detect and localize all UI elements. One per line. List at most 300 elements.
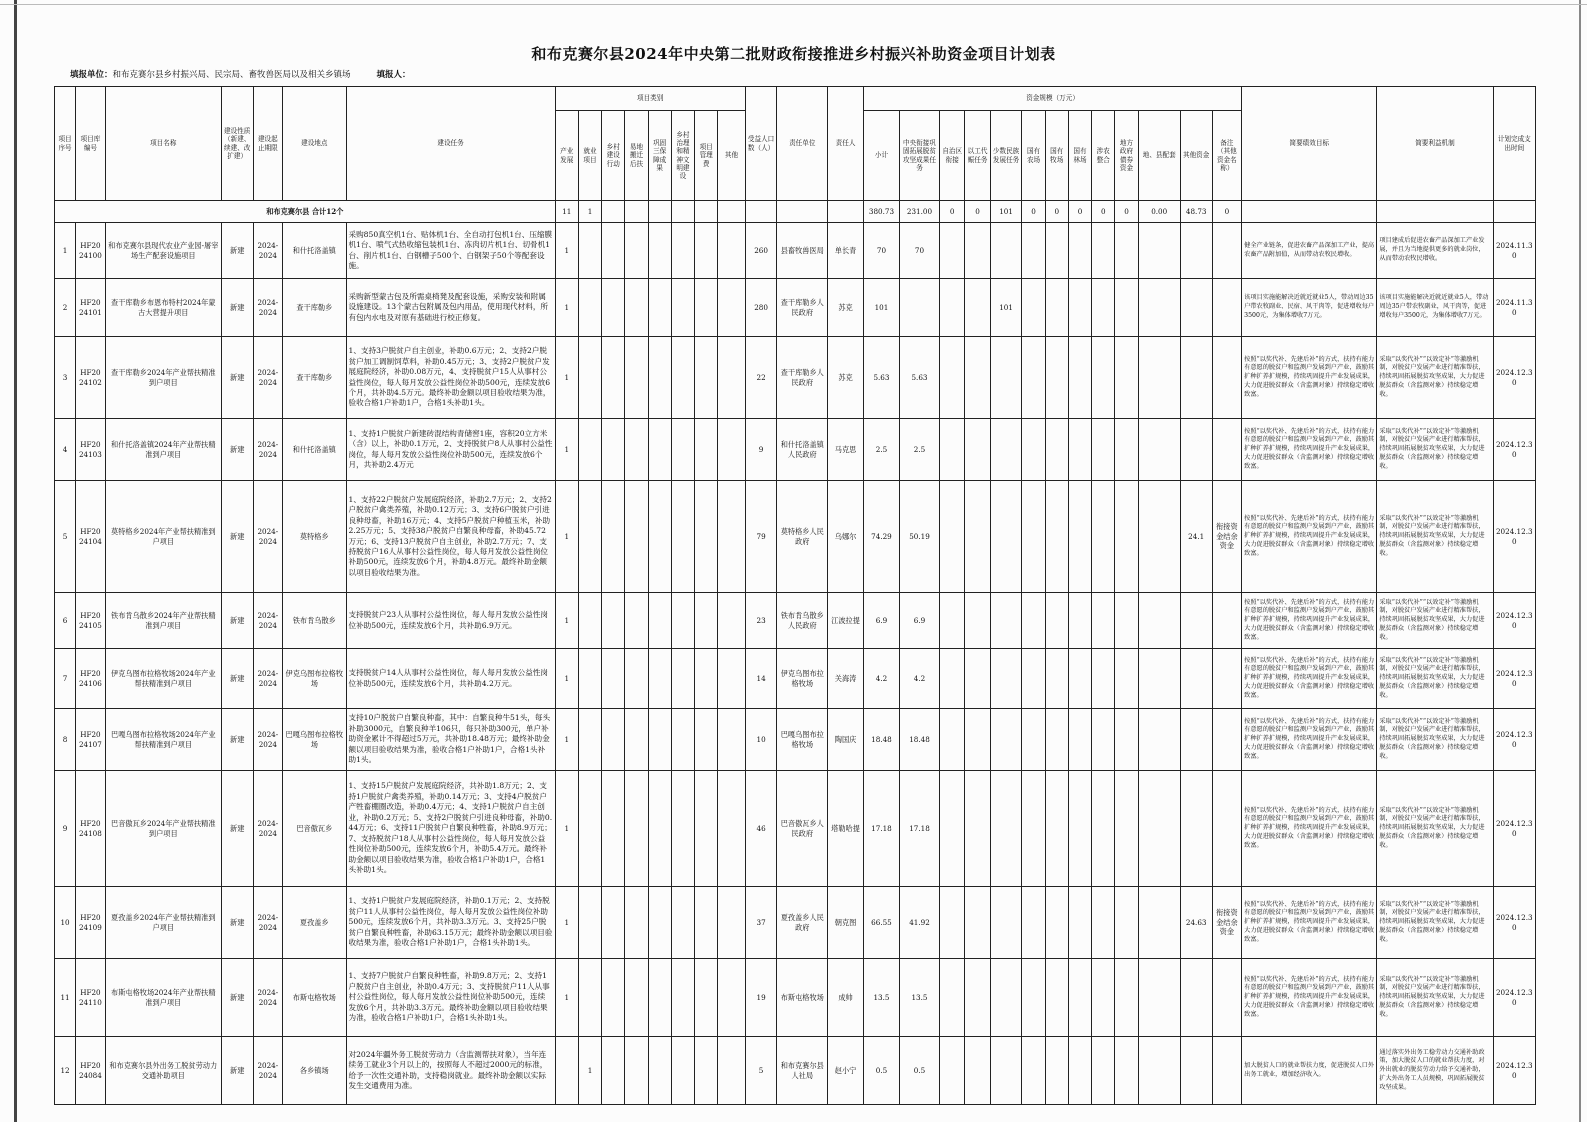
table-row (55, 771, 1536, 887)
col-fund-central: 中央衔接巩固拓展脱贫攻坚成果任务 (899, 111, 939, 201)
col-deadline: 计划完成支出时间 (1493, 87, 1535, 201)
project-fund-subtotal: 101 (864, 279, 900, 337)
total-row (55, 201, 1536, 223)
project-fund-subtotal: 4.2 (864, 649, 900, 709)
project-location: 各乡镇场 (283, 1037, 346, 1105)
col-dept: 责任单位 (777, 87, 828, 201)
project-dept: 莫特格乡人民政府 (777, 481, 828, 593)
col-fund-forestry: 国有林场 (1068, 111, 1091, 201)
table-row (55, 337, 1536, 419)
project-fund-central: 17.18 (899, 771, 939, 887)
scan-edge-left (14, 0, 17, 1122)
project-fund-central: 2.5 (899, 419, 939, 481)
project-beneficiaries: 5 (745, 1037, 777, 1105)
col-fund-local: 地、县配套 (1138, 111, 1180, 201)
total-cat-industry: 11 (555, 201, 578, 223)
project-deadline: 2024.12.30 (1493, 419, 1535, 481)
project-nature: 新建 (221, 419, 253, 481)
scan-edge-top (0, 4, 1587, 5)
total-fund-debt: 0 (1115, 201, 1138, 223)
project-cat-employment (578, 649, 601, 709)
total-fund-agri: 0 (1092, 201, 1115, 223)
table-row (55, 887, 1536, 959)
project-seq: 5 (55, 481, 76, 593)
project-name: 查干库勒乡布恩布特村2024年蒙古大营提升项目 (105, 279, 221, 337)
project-cat-industry: 1 (555, 337, 578, 419)
project-task: 支持脱贫户23人从事村公益性岗位，每人每月发放公益性岗位补助500元，连续发放6个月，共补助6.9万元。 (346, 593, 555, 649)
project-fund-central: 50.19 (899, 481, 939, 593)
project-name: 巴嘎乌图布拉格牧场2024年产业帮扶精准到户项目 (105, 709, 221, 771)
project-nature: 新建 (221, 223, 253, 279)
project-beneficiaries: 22 (745, 337, 777, 419)
project-beneficiaries: 280 (745, 279, 777, 337)
project-remark: 衔接资金结余资金 (1212, 887, 1242, 959)
col-remark: 备注（其他资金名称） (1212, 111, 1242, 201)
col-group-fund: 资金规模（万元） (864, 87, 1242, 111)
project-cat-industry: 1 (555, 419, 578, 481)
col-beneficiaries: 受益人口数（人） (745, 87, 777, 201)
project-period: 2024-2024 (253, 419, 283, 481)
project-seq: 1 (55, 223, 76, 279)
project-task: 1、支持7户脱贫户自繁良种牲畜，补助9.8万元；2、支持1户脱贫户自主创业，补助0.4万元；3、支持脱贫户11人从事村公益性岗位，每人每月发放公益性岗位补助500元，连续发放6个月，共补助3.3万元。最终补助金额以项目验收结果为准，验收合格1户补助1户，合格1头补助1头。 (346, 959, 555, 1037)
project-cat-employment (578, 481, 601, 593)
project-mech: 采取“以奖代补”“以效定补”等激励机制，对脱贫户发展产业进行精准帮扶，持续巩固拓展脱贫攻坚成果，大力促进脱贫群众（含监测对象）持续稳定增收。 (1377, 419, 1493, 481)
total-fund-farm: 0 (1022, 201, 1045, 223)
project-fund-other (1180, 649, 1212, 709)
project-dept: 巴嘎乌图布拉格牧场 (777, 709, 828, 771)
col-name: 项目名称 (105, 87, 221, 201)
project-beneficiaries: 19 (745, 959, 777, 1037)
project-mech: 采取“以奖代补”“以效定补”等激励机制，对脱贫户发展产业进行精准帮扶，持续巩固拓展脱贫攻坚成果，大力促进脱贫群众（含监测对象）持续稳定增收。 (1377, 709, 1493, 771)
project-perf: 按照“以奖代补、先建后补”的方式，扶持有能力有意愿的脱贫户和监测户发展到户产业，鼓励其扩种扩养扩规模，持续巩固提升产业发展成果，大力促进脱贫群众（含监测对象）持续稳定增收致富。 (1242, 593, 1377, 649)
project-name: 查干库勒乡2024年产业帮扶精准到户项目 (105, 337, 221, 419)
total-fund-local: 0.00 (1138, 201, 1180, 223)
project-fund-subtotal: 18.48 (864, 709, 900, 771)
project-dept: 和布克赛尔县人社局 (777, 1037, 828, 1105)
project-mech: 通过落实外出务工稳劳动力交通补助政策，加大脱贫人口的就业帮扶力度，对外出就业的脱贫劳动力给予交通补助，扩大外出务工人员规模，巩固拓展脱贫攻坚成果。 (1377, 1037, 1493, 1105)
project-person: 赵小宁 (828, 1037, 864, 1105)
project-fund-minority (990, 337, 1022, 419)
project-seq: 10 (55, 887, 76, 959)
col-person: 责任人 (828, 87, 864, 201)
project-period: 2024-2024 (253, 337, 283, 419)
project-cat-industry (555, 1037, 578, 1105)
project-location: 和什托洛盖镇 (283, 223, 346, 279)
project-fund-other (1180, 771, 1212, 887)
project-seq: 11 (55, 959, 76, 1037)
project-person: 关海涛 (828, 649, 864, 709)
col-seq: 项目序号 (55, 87, 76, 201)
project-remark (1212, 279, 1242, 337)
project-remark (1212, 223, 1242, 279)
total-remark: 0 (1212, 201, 1242, 223)
total-fund-pasture: 0 (1045, 201, 1068, 223)
project-task: 1、支持3户脱贫户自主创业，补助0.6万元；2、支持2户脱贫户加工调制饲草料，补助0.45万元；3、支持2户脱贫户发展庭院经济，补助0.08万元，4、支持脱贫户15人从事村公益性岗位，每人每月发放公益性岗位补助500元，连续发放6个月，共补助4.5万元。最终补助金额以项目验收结果为准，验收合格1户补助1户，合格1头补助1头。 (346, 337, 555, 419)
project-seq: 9 (55, 771, 76, 887)
project-location: 查干库勒乡 (283, 337, 346, 419)
project-cat-industry: 1 (555, 959, 578, 1037)
project-fund-minority (990, 649, 1022, 709)
total-fund-autonomous: 0 (940, 201, 965, 223)
col-code: 项目库编号 (76, 87, 106, 201)
project-cat-industry: 1 (555, 771, 578, 887)
project-mech: 项目建成后促进农畜产品深加工产业发展，并且为当地提供更多的就业岗位，从而带动农牧民增收。 (1377, 223, 1493, 279)
project-cat-employment (578, 593, 601, 649)
project-person: 马克思 (828, 419, 864, 481)
table-row (55, 593, 1536, 649)
project-remark: 衔接资金结余资金 (1212, 481, 1242, 593)
project-person: 乌娜尔 (828, 481, 864, 593)
project-deadline: 2024.12.30 (1493, 337, 1535, 419)
col-location: 建设地点 (283, 87, 346, 201)
project-fund-subtotal: 6.9 (864, 593, 900, 649)
project-dept: 和什托洛盖镇人民政府 (777, 419, 828, 481)
project-period: 2024-2024 (253, 1037, 283, 1105)
project-remark (1212, 419, 1242, 481)
project-code: HF2024104 (76, 481, 106, 593)
col-cat-industry: 产业发展 (555, 111, 578, 201)
table-row (55, 709, 1536, 771)
table-row (55, 223, 1536, 279)
project-deadline: 2024.12.30 (1493, 649, 1535, 709)
project-location: 莫特格乡 (283, 481, 346, 593)
project-task: 采购新型蒙古包及所需桌椅凳及配套设施，采购安装和附属设施建设。13个蒙古包附属及包内用品，使用现代材料，所有包内水电及对原有基础进行校正修复。 (346, 279, 555, 337)
project-mech: 采取“以奖代补”“以效定补”等激励机制，对脱贫户发展产业进行精准帮扶，持续巩固拓展脱贫攻坚成果，大力促进脱贫群众（含监测对象）持续稳定增收。 (1377, 481, 1493, 593)
project-fund-other (1180, 959, 1212, 1037)
project-cat-industry: 1 (555, 593, 578, 649)
project-deadline: 2024.11.30 (1493, 279, 1535, 337)
project-fund-central: 6.9 (899, 593, 939, 649)
project-perf: 按照“以奖代补、先建后补”的方式，扶持有能力有意愿的脱贫户和监测户发展到户产业，鼓励其扩种扩养扩规模，持续巩固提升产业发展成果，大力促进脱贫群众（含监测对象）持续稳定增收致富。 (1242, 887, 1377, 959)
project-perf: 按照“以奖代补、先建后补”的方式，扶持有能力有意愿的脱贫户和监测户发展到户产业，鼓励其扩种扩养扩规模，持续巩固提升产业发展成果，大力促进脱贫群众（含监测对象）持续稳定增收致富。 (1242, 649, 1377, 709)
project-fund-central: 18.48 (899, 709, 939, 771)
project-mech: 该项目实施能解决近就近就业5人，带动周边35户带农牧副业，风干肉等，促进增收每户3500元，为集体增收7万元。 (1377, 279, 1493, 337)
project-beneficiaries: 260 (745, 223, 777, 279)
project-nature: 新建 (221, 1037, 253, 1105)
col-fund-work: 以工代赈任务 (965, 111, 990, 201)
project-mech: 采取“以奖代补”“以效定补”等激励机制，对脱贫户发展产业进行精准帮扶，持续巩固拓展脱贫攻坚成果，大力促进脱贫群众（含监测对象）持续稳定增收。 (1377, 593, 1493, 649)
project-code: HF2024105 (76, 593, 106, 649)
project-location: 和什托洛盖镇 (283, 419, 346, 481)
filing-unit-value: 和布克赛尔县乡村振兴局、民宗局、畜牧兽医局以及相关乡镇场 (112, 70, 351, 80)
project-cat-employment (578, 709, 601, 771)
project-name: 夏孜盖乡2024年产业帮扶精准到户项目 (105, 887, 221, 959)
project-deadline: 2024.12.30 (1493, 593, 1535, 649)
project-cat-employment (578, 279, 601, 337)
project-perf: 按照“以奖代补、先建后补”的方式，扶持有能力有意愿的脱贫户和监测户发展到户产业，鼓励其扩种扩养扩规模，持续巩固提升产业发展成果，大力促进脱贫群众（含监测对象）持续稳定增收致富。 (1242, 771, 1377, 887)
project-task: 支持10户脱贫户自繁良种畜，其中：自繁良种牛51头，每头补助3000元，自繁良种羊106只，每只补助300元，单户补助资金累计不得超过5万元，共补助18.48万元；最终补助金额以项目验收结果为准，验收合格1户补助1户，合格1头补助1头。 (346, 709, 555, 771)
project-deadline: 2024.12.30 (1493, 481, 1535, 593)
project-name: 巴音傲瓦乡2024年产业帮扶精准到户项目 (105, 771, 221, 887)
project-seq: 7 (55, 649, 76, 709)
project-seq: 2 (55, 279, 76, 337)
project-fund-other (1180, 709, 1212, 771)
project-mech: 采取“以奖代补”“以效定补”等激励机制，对脱贫户发展产业进行精准帮扶，持续巩固拓展脱贫攻坚成果，大力促进脱贫群众（含监测对象）持续稳定增收。 (1377, 649, 1493, 709)
project-period: 2024-2024 (253, 649, 283, 709)
project-perf: 按照“以奖代补、先建后补”的方式，扶持有能力有意愿的脱贫户和监测户发展到户产业，鼓励其扩种扩养扩规模，持续巩固提升产业发展成果，大力促进脱贫群众（含监测对象）持续稳定增收致富。 (1242, 959, 1377, 1037)
project-code: HF2024101 (76, 279, 106, 337)
col-fund-subtotal: 小计 (864, 111, 900, 201)
project-task: 支持脱贫户14人从事村公益性岗位，每人每月发放公益性岗位补助500元，连续发放6个月，共补助4.2万元。 (346, 649, 555, 709)
project-perf: 按照“以奖代补、先建后补”的方式，扶持有能力有意愿的脱贫户和监测户发展到户产业，鼓励其扩种扩养扩规模，持续巩固提升产业发展成果，大力促进脱贫群众（含监测对象）持续稳定增收致富。 (1242, 481, 1377, 593)
project-fund-central: 13.5 (899, 959, 939, 1037)
project-task: 1、支持1户脱贫户发展庭院经济，补助0.1万元；2、支持脱贫户11人从事村公益性岗位，每人每月发放公益性岗位补助500元，连续发放6个月，共补助3.3万元。3、支持25户脱贫户自繁良种牲畜，补助63.15万元；最终补助金额以项目验收结果为准，验收合格1户补助1户，合格1头补助1头。 (346, 887, 555, 959)
project-fund-other: 24.63 (1180, 887, 1212, 959)
project-fund-subtotal: 66.55 (864, 887, 900, 959)
project-period: 2024-2024 (253, 223, 283, 279)
project-period: 2024-2024 (253, 771, 283, 887)
project-seq: 4 (55, 419, 76, 481)
project-name: 布斯屯格牧场2024年产业帮扶精准到户项目 (105, 959, 221, 1037)
project-cat-employment (578, 887, 601, 959)
project-person: 苏克 (828, 279, 864, 337)
table-row (55, 959, 1536, 1037)
project-fund-other (1180, 593, 1212, 649)
project-fund-other: 24.1 (1180, 481, 1212, 593)
project-cat-industry: 1 (555, 649, 578, 709)
total-fund-work: 0 (965, 201, 990, 223)
table-row (55, 279, 1536, 337)
col-mech: 简要利益机制 (1377, 87, 1493, 201)
project-dept: 铁布肯乌散乡人民政府 (777, 593, 828, 649)
project-fund-minority (990, 223, 1022, 279)
project-perf: 按照“以奖代补、先建后补”的方式，扶持有能力有意愿的脱贫户和监测户发展到户产业，鼓励其扩种扩养扩规模，持续巩固提升产业发展成果，大力促进脱贫群众（含监测对象）持续稳定增收致富。 (1242, 419, 1377, 481)
project-fund-central: 5.63 (899, 337, 939, 419)
project-dept: 巴音傲瓦乡人民政府 (777, 771, 828, 887)
project-perf: 按照“以奖代补、先建后补”的方式，扶持有能力有意愿的脱贫户和监测户发展到户产业，鼓励其扩种扩养扩规模，持续巩固提升产业发展成果，大力促进脱贫群众（含监测对象）持续稳定增收致富。 (1242, 337, 1377, 419)
col-period: 建设起止期限 (253, 87, 283, 201)
project-name: 和布克赛尔县现代农业产业园-屠宰场生产配套设施项目 (105, 223, 221, 279)
table-row (55, 1037, 1536, 1105)
project-perf: 按照“以奖代补、先建后补”的方式，扶持有能力有意愿的脱贫户和监测户发展到户产业，鼓励其扩种扩养扩规模，持续巩固提升产业发展成果，大力促进脱贫群众（含监测对象）持续稳定增收致富。 (1242, 709, 1377, 771)
project-fund-minority: 101 (990, 279, 1022, 337)
table-row (55, 649, 1536, 709)
project-perf: 加大脱贫人口的就业帮扶力度，促进脱贫人口外出务工就业，增加经济收入。 (1242, 1037, 1377, 1105)
project-cat-industry: 1 (555, 279, 578, 337)
project-mech: 采取“以奖代补”“以效定补”等激励机制，对脱贫户发展产业进行精准帮扶，持续巩固拓展脱贫攻坚成果，大力促进脱贫群众（含监测对象）持续稳定增收。 (1377, 959, 1493, 1037)
project-code: HF2024110 (76, 959, 106, 1037)
project-fund-minority (990, 709, 1022, 771)
col-cat-other: 其他 (718, 111, 745, 201)
project-deadline: 2024.12.30 (1493, 887, 1535, 959)
project-deadline: 2024.12.30 (1493, 771, 1535, 887)
project-period: 2024-2024 (253, 593, 283, 649)
project-cat-employment (578, 223, 601, 279)
col-fund-farm: 国有农场 (1022, 111, 1045, 201)
project-code: HF2024102 (76, 337, 106, 419)
project-period: 2024-2024 (253, 887, 283, 959)
project-fund-subtotal: 0.5 (864, 1037, 900, 1105)
total-label: 和布克赛尔县 合计12个 (55, 201, 556, 223)
project-mech: 采取“以奖代补”“以效定补”等激励机制，对脱贫户发展产业进行精准帮扶，持续巩固拓展脱贫攻坚成果，大力促进脱贫群众（含监测对象）持续稳定增收。 (1377, 887, 1493, 959)
col-cat-governance: 乡村治理和精神文明建设 (671, 111, 694, 201)
filing-unit-label: 填报单位： (70, 70, 113, 80)
project-fund-other (1180, 223, 1212, 279)
project-fund-central: 0.5 (899, 1037, 939, 1105)
scan-edge-right (1579, 0, 1581, 1122)
project-fund-subtotal: 5.63 (864, 337, 900, 419)
project-nature: 新建 (221, 481, 253, 593)
col-task: 建设任务 (346, 87, 555, 201)
project-fund-minority (990, 959, 1022, 1037)
project-person: 成帅 (828, 959, 864, 1037)
project-task: 采购850真空机1台、贴体机1台、全自动打包机1台、压缩膜机1台、喷气式热收缩包装机1台、冻肉切片机1台、切骨机1台、削片机1台、白钢槽子500个、白钢架子50个等配套设施。 (346, 223, 555, 279)
project-task: 对2024年疆外务工脱贫劳动力（含监测帮扶对象），当年连续务工就业3个月以上的，按照每人不超过2000元的标准，给予一次性交通补助，支持稳岗就业。最终补助金额以实际发生交通费用为准。 (346, 1037, 555, 1105)
col-cat-mgmt: 项目管理费 (695, 111, 718, 201)
project-remark (1212, 1037, 1242, 1105)
col-fund-other: 其他资金 (1180, 111, 1212, 201)
document-title: 和布克赛尔县2024年中央第二批财政衔接推进乡村振兴补助资金项目计划表 (531, 45, 1056, 63)
project-beneficiaries: 79 (745, 481, 777, 593)
project-code: HF2024084 (76, 1037, 106, 1105)
total-cat-employment: 1 (578, 201, 601, 223)
project-remark (1212, 709, 1242, 771)
project-beneficiaries: 10 (745, 709, 777, 771)
project-fund-minority (990, 481, 1022, 593)
total-fund-central: 231.00 (899, 201, 939, 223)
project-fund-minority (990, 419, 1022, 481)
project-code: HF2024106 (76, 649, 106, 709)
project-name: 伊克乌图布拉格牧场2024年产业帮扶精准到户项目 (105, 649, 221, 709)
project-plan-table (54, 86, 1536, 1105)
project-nature: 新建 (221, 709, 253, 771)
project-nature: 新建 (221, 771, 253, 887)
project-remark (1212, 649, 1242, 709)
project-fund-subtotal: 17.18 (864, 771, 900, 887)
project-person: 塔勒哈提 (828, 771, 864, 887)
project-person: 苏克 (828, 337, 864, 419)
project-beneficiaries: 14 (745, 649, 777, 709)
project-fund-subtotal: 2.5 (864, 419, 900, 481)
project-cat-industry: 1 (555, 223, 578, 279)
project-fund-central: 41.92 (899, 887, 939, 959)
project-fund-other (1180, 337, 1212, 419)
project-fund-minority (990, 593, 1022, 649)
project-beneficiaries: 23 (745, 593, 777, 649)
total-fund-other: 48.73 (1180, 201, 1212, 223)
project-mech: 采取“以奖代补”“以效定补”等激励机制，对脱贫户发展产业进行精准帮扶，持续巩固拓展脱贫攻坚成果，大力促进脱贫群众（含监测对象）持续稳定增收。 (1377, 771, 1493, 887)
project-deadline: 2024.11.30 (1493, 223, 1535, 279)
project-code: HF2024108 (76, 771, 106, 887)
project-remark (1212, 337, 1242, 419)
project-name: 和布克赛尔县外出务工脱贫劳动力交通补助项目 (105, 1037, 221, 1105)
project-remark (1212, 593, 1242, 649)
project-perf: 该项目实施能解决近就近就业5人，带动周边35户带农牧副业、民宿、风干肉等，促进增收每户3500元，为集体增收7万元。 (1242, 279, 1377, 337)
col-nature: 建设性质（新建、续建、改扩建） (221, 87, 253, 201)
project-location: 布斯屯格牧场 (283, 959, 346, 1037)
project-mech: 采取“以奖代补”“以效定补”等激励机制，对脱贫户发展产业进行精准帮扶，持续巩固拓展脱贫攻坚成果，大力促进脱贫群众（含监测对象）持续稳定增收。 (1377, 337, 1493, 419)
col-fund-agri: 涉农整合 (1092, 111, 1115, 201)
project-fund-central: 70 (899, 223, 939, 279)
project-dept: 查干库勒乡人民政府 (777, 279, 828, 337)
project-task: 1、支持15户脱贫户发展庭院经济，共补助1.8万元；2、支持1户脱贫户禽类养殖，补助0.14万元；3、支持4户脱贫户产牲畜棚圈改造，补助0.4万元；4、支持1户脱贫户自主创业，补助0.2万元；5、支持2户脱贫户引进良种母畜，补助0.44万元；6、支持11户脱贫户自繁良种牲畜，补助8.9万元；7、支持脱贫户18人从事村公益性岗位，每人每月发放公益性岗位补助500元，连续发放6个月，补助5.4万元。最终补助金额以项目验收结果为准，验收合格1户补助1户，合格1头补助1头。 (346, 771, 555, 887)
project-seq: 8 (55, 709, 76, 771)
project-deadline: 2024.12.30 (1493, 709, 1535, 771)
project-dept: 查干库勒乡人民政府 (777, 337, 828, 419)
project-remark (1212, 959, 1242, 1037)
project-dept: 夏孜盖乡人民政府 (777, 887, 828, 959)
project-fund-other (1180, 279, 1212, 337)
col-cat-rural: 乡村建设行动 (602, 111, 625, 201)
project-person: 陶国庆 (828, 709, 864, 771)
project-fund-central (899, 279, 939, 337)
project-cat-employment (578, 771, 601, 887)
project-period: 2024-2024 (253, 709, 283, 771)
project-deadline: 2024.12.30 (1493, 1037, 1535, 1105)
project-fund-subtotal: 74.29 (864, 481, 900, 593)
project-dept: 布斯屯格牧场 (777, 959, 828, 1037)
project-seq: 6 (55, 593, 76, 649)
filing-meta (70, 68, 411, 80)
project-fund-subtotal: 70 (864, 223, 900, 279)
project-cat-industry: 1 (555, 709, 578, 771)
project-beneficiaries: 37 (745, 887, 777, 959)
project-code: HF2024109 (76, 887, 106, 959)
project-fund-minority (990, 1037, 1022, 1105)
project-deadline: 2024.12.30 (1493, 959, 1535, 1037)
project-nature: 新建 (221, 337, 253, 419)
table-row (55, 481, 1536, 593)
project-period: 2024-2024 (253, 959, 283, 1037)
project-nature: 新建 (221, 959, 253, 1037)
project-person: 江波拉提 (828, 593, 864, 649)
col-cat-guarantee: 巩固三保障成果 (648, 111, 671, 201)
col-fund-debt: 地方政府债券资金 (1115, 111, 1138, 201)
project-cat-employment: 1 (578, 1037, 601, 1105)
project-fund-other (1180, 419, 1212, 481)
table-header (55, 87, 1536, 201)
col-perf: 简要绩效目标 (1242, 87, 1377, 201)
col-fund-minority: 少数民族发展任务 (990, 111, 1022, 201)
col-group-category: 项目类别 (555, 87, 745, 111)
project-location: 巴嘎乌图布拉格牧场 (283, 709, 346, 771)
project-nature: 新建 (221, 279, 253, 337)
col-cat-employment: 就业项目 (578, 111, 601, 201)
filler-label: 填报人： (376, 70, 411, 80)
project-perf: 健全产业链条，促进农畜产品深加工产业，提高农畜产品附加值，从而带动农牧民增收。 (1242, 223, 1377, 279)
project-period: 2024-2024 (253, 279, 283, 337)
table-row (55, 419, 1536, 481)
col-fund-pasture: 国有牧场 (1045, 111, 1068, 201)
project-dept: 伊克乌图布拉格牧场 (777, 649, 828, 709)
project-location: 夏孜盖乡 (283, 887, 346, 959)
col-cat-relocation: 易地搬迁后扶 (625, 111, 648, 201)
project-cat-employment (578, 419, 601, 481)
total-fund-minority: 101 (990, 201, 1022, 223)
project-fund-minority (990, 887, 1022, 959)
total-fund-subtotal: 380.73 (864, 201, 900, 223)
project-beneficiaries: 46 (745, 771, 777, 887)
project-beneficiaries: 9 (745, 419, 777, 481)
project-cat-industry: 1 (555, 887, 578, 959)
project-nature: 新建 (221, 887, 253, 959)
project-cat-employment (578, 959, 601, 1037)
project-code: HF2024103 (76, 419, 106, 481)
project-remark (1212, 771, 1242, 887)
project-location: 查干库勒乡 (283, 279, 346, 337)
project-location: 巴音傲瓦乡 (283, 771, 346, 887)
project-cat-employment (578, 337, 601, 419)
project-fund-minority (990, 771, 1022, 887)
project-location: 铁布肯乌散乡 (283, 593, 346, 649)
project-seq: 12 (55, 1037, 76, 1105)
project-dept: 县畜牧兽医局 (777, 223, 828, 279)
project-fund-central: 4.2 (899, 649, 939, 709)
project-fund-subtotal: 13.5 (864, 959, 900, 1037)
project-code: HF2024107 (76, 709, 106, 771)
project-name: 铁布肯乌散乡2024年产业帮扶精准到户项目 (105, 593, 221, 649)
project-nature: 新建 (221, 649, 253, 709)
